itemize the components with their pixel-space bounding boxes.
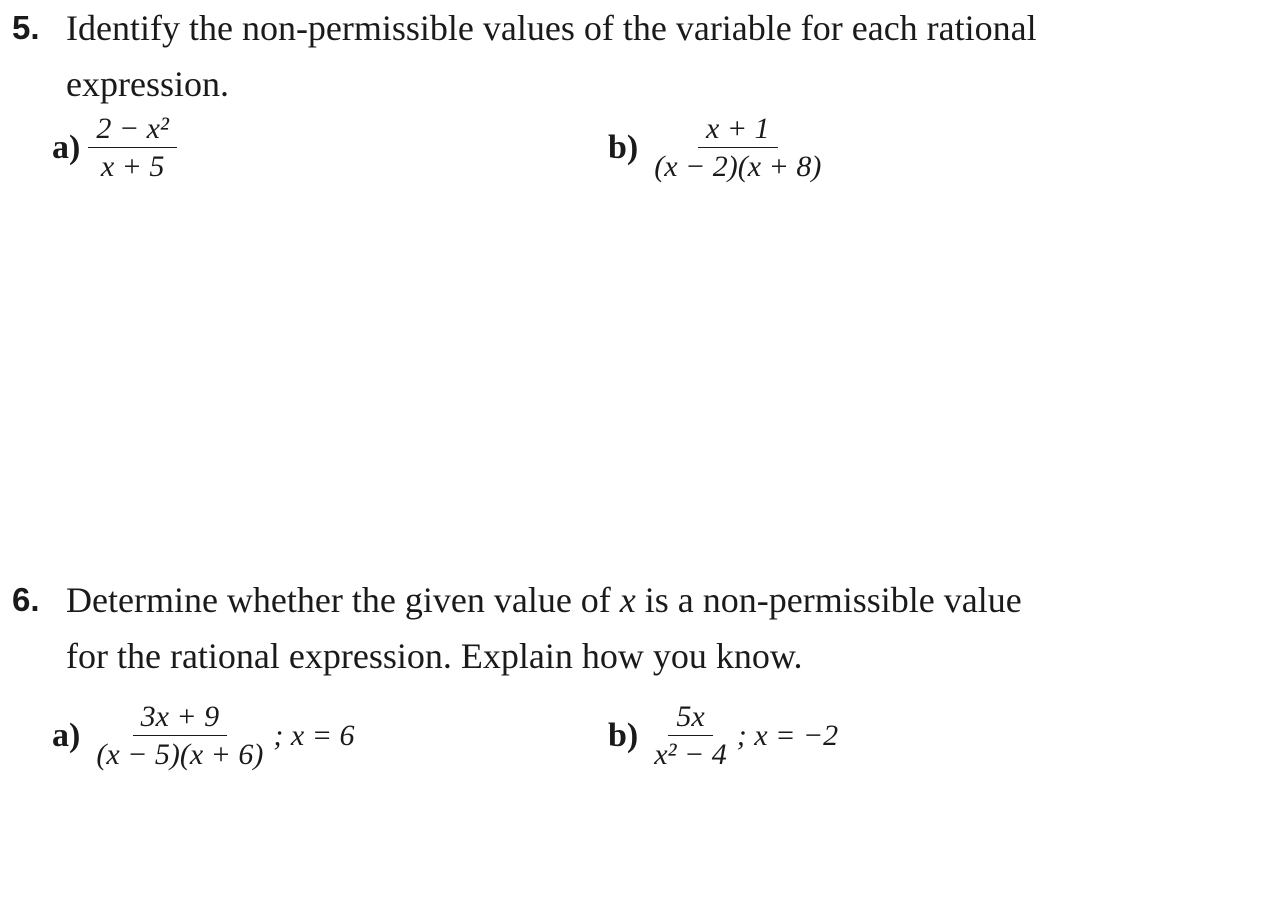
fraction [646,700,735,772]
fraction [646,112,829,184]
part-label: b) [608,129,639,166]
fraction-denominator: (x − 2)(x + 8) [654,150,822,183]
fraction-denominator: (x − 5)(x + 6) [96,738,264,771]
question-6-text-line-2: for the rational expression. Explain how you know. [66,636,803,676]
part-label: b) [608,717,639,754]
question-6-text-line-1-post: is a non-permissible value [635,580,1022,620]
question-6-number: 6. [12,581,40,618]
question-6-line-1 [12,572,1262,628]
question-5-line-1 [12,0,1262,56]
question-5-part-a [52,112,177,184]
fraction-denominator: x² − 4 [654,738,727,771]
question-6-text-line-1-pre: Determine whether the given value of [66,580,620,620]
fraction-numerator: x + 1 [698,112,778,148]
given-value: ; x = −2 [736,719,839,752]
question-6-line-2 [12,628,1262,684]
fraction-denominator: x + 5 [100,150,165,183]
question-6 [12,572,1262,684]
question-6-part-b [608,700,838,772]
question-5-text-line-1: Identify the non-permissible values of the variable for each rational [66,8,1037,48]
variable-x: x [619,580,636,620]
fraction [88,700,271,772]
part-label: a) [52,717,81,754]
fraction-numerator: 3x + 9 [133,700,228,736]
question-6-part-a [52,700,354,772]
question-5-text-line-2: expression. [66,64,229,104]
fraction [88,112,177,184]
part-label: a) [52,129,81,166]
question-5-line-2 [12,56,1262,112]
fraction-numerator: 5x [668,700,712,736]
question-5-number: 5. [12,9,40,46]
question-5 [12,0,1262,112]
fraction-numerator: 2 − x² [88,112,177,148]
given-value: ; x = 6 [273,719,355,752]
question-5-part-b [608,112,829,184]
